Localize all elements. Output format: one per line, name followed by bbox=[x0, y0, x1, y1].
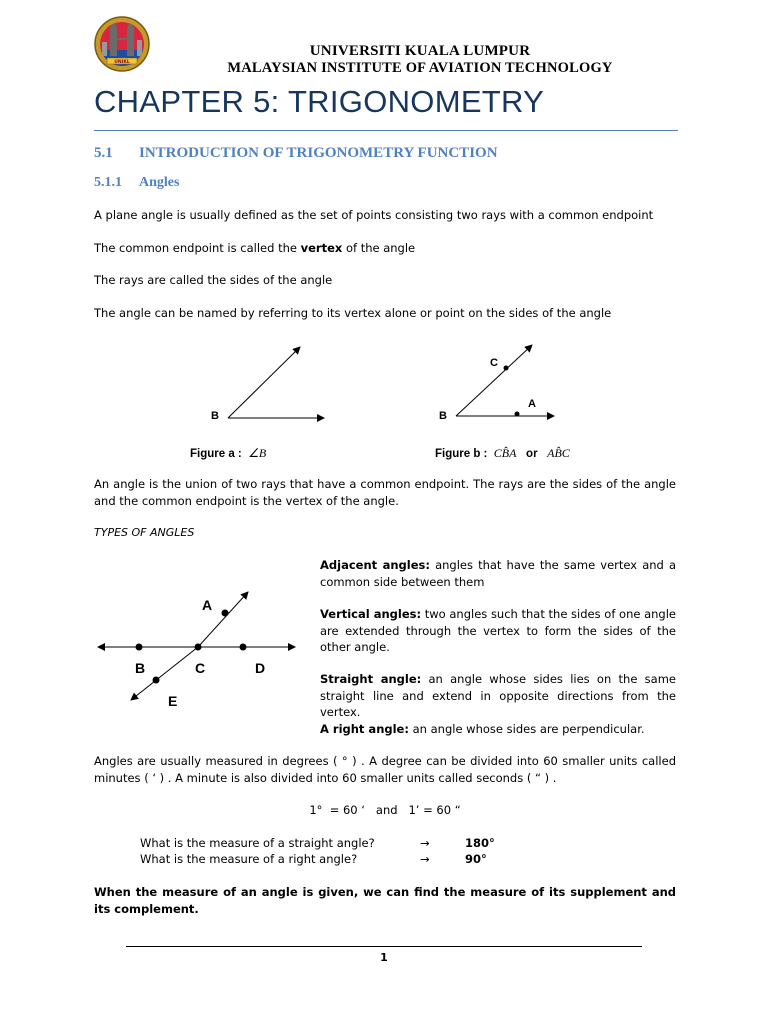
point-c bbox=[195, 644, 202, 651]
figure-b-vertex-label: B bbox=[439, 410, 447, 422]
section-number: 5.1 bbox=[94, 145, 113, 161]
paragraph-degrees: Angles are usually measured in degrees ( ° ) . A degree can be divided into 60 smaller units called minutes ( ‘ ) . A minute is also divided into 60 smaller units called seconds ( “ ) . bbox=[94, 754, 676, 785]
figure-b-notation-1: CB̂A bbox=[493, 446, 517, 460]
figure-b-diagram bbox=[430, 338, 570, 428]
paragraph-vertex: The common endpoint is called the vertex of the angle bbox=[94, 241, 416, 255]
subsection-title: Angles bbox=[139, 175, 180, 190]
paragraph-definition: A plane angle is usually defined as the set of points consisting two rays with a common endpoint bbox=[94, 208, 654, 222]
label-c: C bbox=[195, 660, 206, 676]
answer-straight: 180° bbox=[465, 836, 495, 850]
point-c bbox=[504, 366, 509, 371]
section-title: INTRODUCTION OF TRIGONOMETRY FUNCTION bbox=[139, 145, 498, 161]
figure-a-diagram bbox=[200, 338, 340, 428]
svg-text:UNIKL: UNIKL bbox=[114, 59, 130, 65]
point-a bbox=[222, 610, 229, 617]
def-right: A right angle: an angle whose sides are perpendicular. bbox=[320, 722, 645, 736]
answer-right: 90° bbox=[465, 852, 487, 866]
arrow-icon: → bbox=[420, 852, 430, 866]
def-vertical: Vertical angles: two angles such that the sides of one angle are extended through the vertex to form the sides of the other angle. bbox=[320, 607, 677, 654]
question-straight: What is the measure of a straight angle? bbox=[140, 836, 375, 850]
ray-diagonal bbox=[228, 347, 300, 418]
point-e bbox=[153, 677, 160, 684]
ray-diagonal bbox=[456, 345, 532, 416]
figure-b-point-c-label: C bbox=[490, 357, 498, 369]
types-of-angles-heading: TYPES OF ANGLES bbox=[94, 526, 195, 539]
figure-b-caption: Figure b : CB̂A or AB̂C bbox=[435, 446, 570, 460]
institute-name: MALAYSIAN INSTITUTE OF AVIATION TECHNOLOGY bbox=[227, 60, 613, 76]
def-adjacent: Adjacent angles: angles that have the same vertex and a common side between them bbox=[320, 558, 676, 589]
label-d: D bbox=[255, 660, 266, 676]
page-number: 1 bbox=[380, 951, 388, 964]
label-b: B bbox=[135, 660, 146, 676]
university-logo bbox=[94, 14, 150, 76]
paragraph-union: An angle is the union of two rays that have a common endpoint. The rays are the sides of the angle and the common endpoint is the vertex of the angle. bbox=[94, 477, 676, 508]
subsection-number: 5.1.1 bbox=[94, 175, 122, 190]
figure-a-vertex-label: B bbox=[211, 410, 219, 422]
footer-rule bbox=[126, 946, 642, 947]
figure-b-notation-2: AB̂C bbox=[547, 446, 570, 460]
figure-b-point-a-label: A bbox=[528, 398, 536, 410]
conversion-line: 1° = 60 ‘ and 1’ = 60 “ bbox=[309, 803, 461, 817]
paragraph-naming: The angle can be named by referring to its vertex alone or point on the sides of the angle bbox=[94, 306, 612, 320]
chapter-title: CHAPTER 5: TRIGONOMETRY bbox=[94, 84, 545, 119]
paragraph-supplement: When the measure of an angle is given, we can find the measure of its supplement and its complement. bbox=[94, 885, 676, 916]
arrow-icon: → bbox=[420, 836, 430, 850]
point-a bbox=[515, 412, 520, 417]
figure-a-caption: Figure a : ∠B bbox=[190, 446, 267, 460]
label-e: E bbox=[168, 693, 178, 709]
point-d bbox=[240, 644, 247, 651]
title-rule bbox=[94, 130, 678, 131]
figure-a-notation: ∠B bbox=[248, 446, 267, 460]
point-b bbox=[136, 644, 143, 651]
label-a: A bbox=[202, 597, 213, 613]
university-name: UNIVERSITI KUALA LUMPUR bbox=[309, 43, 531, 59]
paragraph-sides: The rays are called the sides of the angle bbox=[94, 273, 333, 287]
def-straight: Straight angle: an angle whose sides lies on the same straight line and extend in opposite directions from the vertex. bbox=[320, 672, 676, 719]
vertex-term: vertex bbox=[300, 241, 343, 255]
angle-types-diagram bbox=[90, 580, 305, 705]
question-right: What is the measure of a right angle? bbox=[140, 852, 358, 866]
